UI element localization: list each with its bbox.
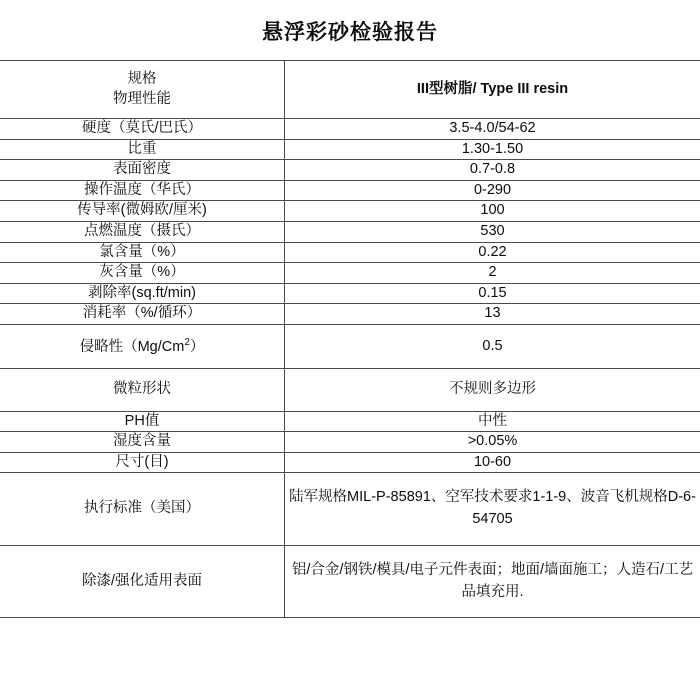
table-row [0, 119, 700, 140]
row-label: 表面密度 [0, 160, 285, 181]
row-value: 10-60 [285, 452, 700, 473]
table-row [0, 139, 700, 160]
row-value: 0.15 [285, 283, 700, 304]
table-row [0, 545, 700, 618]
row-value: 3.5-4.0/54-62 [285, 119, 700, 140]
table-row [0, 411, 700, 432]
table-row [0, 452, 700, 473]
table-row [0, 201, 700, 222]
table-row [0, 221, 700, 242]
table-row [0, 263, 700, 284]
row-value: 1.30-1.50 [285, 139, 700, 160]
row-value: 0-290 [285, 180, 700, 201]
row-label: 传导率(微姆欧/厘米) [0, 201, 285, 222]
row-value: 530 [285, 221, 700, 242]
table-row [0, 304, 700, 325]
row-label: 侵略性（Mg/Cm$^2$） [0, 324, 285, 368]
row-value: 100 [285, 201, 700, 222]
superscript-two: 2 [184, 336, 190, 348]
row-value [285, 473, 700, 546]
table-row [0, 324, 700, 368]
table-row [0, 369, 700, 412]
header-label-cell [0, 61, 285, 119]
table-header-row [0, 61, 700, 119]
row-label: 执行标准（美国） [0, 473, 285, 546]
header-label-line1: 规格 [127, 71, 157, 87]
specification-table [0, 60, 700, 618]
row-label: 剥除率(sq.ft/min) [0, 283, 285, 304]
row-value: 2 [285, 263, 700, 284]
row-label: 硬度（莫氏/巴氏） [0, 119, 285, 140]
table-row [0, 180, 700, 201]
row-value: 0.5 [285, 324, 700, 368]
row-value: 不规则多边形 [285, 369, 700, 412]
row-value: 中性 [285, 411, 700, 432]
page-title: 悬浮彩砂检验报告 [262, 21, 438, 44]
row-label: 灰含量（%） [0, 263, 285, 284]
row-label: 消耗率（%/循环） [0, 304, 285, 325]
table-row [0, 242, 700, 263]
table-row [0, 283, 700, 304]
row-value: 0.22 [285, 242, 700, 263]
table-row [0, 473, 700, 546]
table-body [0, 61, 700, 618]
header-label-line2: 物理性能 [113, 90, 171, 107]
table-row [0, 432, 700, 453]
row-label: 氯含量（%） [0, 242, 285, 263]
row-label: 尺寸(目) [0, 452, 285, 473]
row-label: 除漆/强化适用表面 [0, 545, 285, 618]
table-row [0, 160, 700, 181]
row-value-text: 陆军规格MIL-P-85891、空军技术要求1-1-9、波音飞机规格D-6-54705 [289, 489, 696, 528]
row-label: PH值 [0, 411, 285, 432]
row-value: >0.05% [285, 432, 700, 453]
row-value: 13 [285, 304, 700, 325]
row-value [285, 545, 700, 618]
row-label: 湿度含量 [0, 432, 285, 453]
row-label: 点燃温度（摄氏） [0, 221, 285, 242]
row-label: 比重 [0, 139, 285, 160]
row-value-text: 铝/合金/钢铁/模具/电子元件表面；地面/墙面施工；人造石/工艺品填充用. [291, 561, 694, 600]
row-value: 0.7-0.8 [285, 160, 700, 181]
header-value-cell: III型树脂/ Type III resin [285, 61, 700, 119]
row-label: 操作温度（华氏） [0, 180, 285, 201]
row-label: 微粒形状 [0, 369, 285, 412]
